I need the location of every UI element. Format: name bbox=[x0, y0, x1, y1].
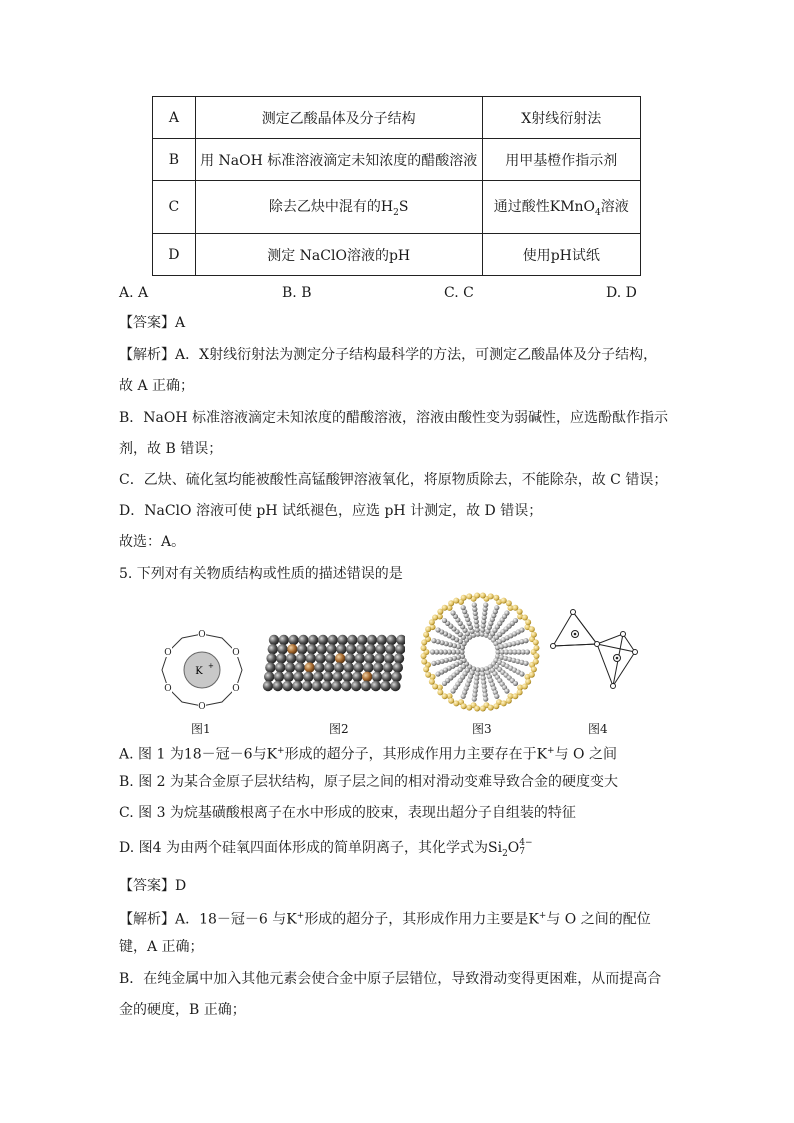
text: 溶液 bbox=[600, 199, 629, 216]
alloy-host-atom bbox=[344, 662, 354, 672]
alloy-host-atom bbox=[285, 662, 295, 672]
q5-option-c: C. 图 3 为烷基磺酸根离子在水中形成的胶束，表现出超分子自组装的特征 bbox=[119, 805, 576, 821]
micelle-chain-atom bbox=[461, 694, 466, 699]
micelle-head-atom bbox=[480, 592, 486, 598]
micelle-chain-atom bbox=[435, 671, 440, 676]
micelle-head-atom bbox=[501, 598, 507, 604]
micelle-head-atom bbox=[421, 653, 427, 659]
superscript: + bbox=[296, 911, 305, 921]
options-table bbox=[152, 96, 641, 276]
micelle-chain-atom bbox=[504, 688, 509, 693]
alloy-host-atom bbox=[357, 635, 367, 645]
micelle-head-atom bbox=[442, 605, 448, 611]
q5-stem: 5. 下列对有关物质结构或性质的描述错误的是 bbox=[119, 566, 403, 582]
alloy-host-atom bbox=[395, 644, 405, 654]
figure-1-label: 图1 bbox=[191, 722, 211, 736]
alloy-host-atom bbox=[385, 644, 395, 654]
text: 形成的超分子，其形成作用力主要是 bbox=[304, 911, 529, 928]
micelle-head-atom bbox=[423, 632, 429, 638]
alloy-host-atom bbox=[345, 653, 355, 663]
q5-analysis-line: 金的硬度，B 正确； bbox=[119, 1002, 246, 1018]
alloy-host-atom bbox=[286, 653, 296, 663]
q4-analysis-line: B．NaOH 标准溶液滴定未知浓度的醋酸溶液，溶液由酸性变为弱碱性，应选酚酞作指示 bbox=[119, 410, 669, 426]
alloy-host-atom bbox=[264, 672, 274, 682]
alloy-host-atom bbox=[384, 653, 394, 663]
alloy-host-atom bbox=[306, 653, 316, 663]
oxygen-atom-label: O bbox=[232, 684, 240, 694]
figure-1-crown-ether bbox=[152, 626, 252, 716]
row-label: D bbox=[153, 234, 196, 276]
micelle-head-atom bbox=[448, 698, 454, 704]
figure-2-alloy-layers bbox=[255, 632, 405, 694]
q4-analysis-line: C．乙炔、硫化氢均能被酸性高锰酸钾溶液氧化，将原物质除去，不能除杂，故 C 错误； bbox=[119, 472, 668, 488]
row-label: A bbox=[153, 97, 196, 139]
micelle-head-atom bbox=[421, 645, 427, 651]
micelle-head-atom bbox=[533, 653, 539, 659]
alloy-host-atom bbox=[298, 635, 308, 645]
micelle-chain-atom bbox=[430, 649, 435, 654]
alloy-host-atom bbox=[380, 681, 390, 691]
row-method: X射线衍射法 bbox=[482, 97, 640, 139]
subscript: 4 bbox=[595, 207, 601, 218]
table-row bbox=[153, 97, 641, 139]
micelle-head-atom bbox=[432, 615, 438, 621]
alloy-solute-atom bbox=[304, 662, 314, 672]
text: 测定 NaClO溶液的 bbox=[267, 247, 389, 264]
alloy-host-atom bbox=[375, 644, 385, 654]
q4-analysis-line: 故选：A。 bbox=[119, 534, 186, 550]
alloy-host-atom bbox=[336, 644, 346, 654]
alloy-host-atom bbox=[276, 653, 286, 663]
micelle-chain-atom bbox=[523, 638, 528, 643]
formula: pH bbox=[550, 247, 572, 264]
text: A. 图 1 为 bbox=[119, 746, 184, 763]
alloy-solute-atom bbox=[362, 672, 372, 682]
alloy-host-atom bbox=[372, 672, 382, 682]
text: 【解析】A．18－冠－6 与 bbox=[119, 911, 287, 928]
alloy-host-atom bbox=[341, 681, 351, 691]
micelle-head-atom bbox=[529, 626, 535, 632]
alloy-host-atom bbox=[296, 653, 306, 663]
q5-answer: 【答案】D bbox=[119, 878, 187, 894]
alloy-host-atom bbox=[265, 662, 275, 672]
alloy-host-atom bbox=[275, 662, 285, 672]
alloy-host-atom bbox=[314, 662, 324, 672]
alloy-host-atom bbox=[334, 662, 344, 672]
micelle-head-atom bbox=[453, 700, 459, 706]
micelle-head-atom bbox=[421, 639, 427, 645]
alloy-host-atom bbox=[386, 635, 396, 645]
micelle-chain-atom bbox=[461, 605, 466, 610]
alloy-host-atom bbox=[366, 644, 376, 654]
micelle-chain-atom bbox=[513, 681, 518, 686]
alloy-host-atom bbox=[346, 644, 356, 654]
alloy-host-atom bbox=[356, 644, 366, 654]
formula: S bbox=[398, 199, 409, 216]
figure-3-label: 图3 bbox=[472, 722, 492, 736]
micelle-head-atom bbox=[506, 600, 512, 606]
alloy-host-atom bbox=[374, 653, 384, 663]
alloy-host-atom bbox=[323, 672, 333, 682]
text: 通过酸性 bbox=[493, 199, 550, 216]
row-method bbox=[482, 234, 640, 276]
q5-analysis-line: B．在纯金属中加入其他元素会使合金中原子层错位，导致滑动变得更困难，从而提高合 bbox=[119, 971, 662, 987]
alloy-host-atom bbox=[268, 644, 278, 654]
oxygen-atom-label: O bbox=[232, 648, 240, 658]
formula: H bbox=[380, 199, 394, 216]
alloy-host-atom bbox=[342, 672, 352, 682]
micelle-head-atom bbox=[474, 706, 480, 712]
alloy-host-atom bbox=[312, 681, 322, 691]
table-row bbox=[153, 139, 641, 181]
micelle-head-atom bbox=[531, 666, 537, 672]
alloy-host-atom bbox=[263, 681, 273, 691]
micelle-chain-atom bbox=[450, 688, 455, 693]
q4-answer: 【答案】A bbox=[119, 315, 186, 331]
micelle-chain-atom bbox=[519, 671, 524, 676]
q4-analysis-line: 【解析】A．X射线衍射法为测定分子结构最科学的方法，可测定乙酸晶体及分子结构， bbox=[119, 347, 658, 363]
q5-option-b: B. 图 2 为某合金原子层状结构，原子层之间的相对滑动变难导致合金的硬度变大 bbox=[119, 774, 618, 790]
micelle-chain-atom bbox=[472, 602, 477, 607]
micelle-chain-atom bbox=[513, 618, 518, 623]
micelle-chain-atom bbox=[483, 602, 488, 607]
micelle-chain-atom bbox=[431, 661, 436, 666]
alloy-host-atom bbox=[367, 635, 377, 645]
alloy-host-atom bbox=[322, 681, 332, 691]
choice-b: B. B bbox=[282, 285, 312, 301]
micelle-head-atom bbox=[448, 600, 454, 606]
alloy-host-atom bbox=[353, 662, 363, 672]
q5-option-d bbox=[119, 838, 533, 864]
micelle-chain-atom bbox=[494, 694, 499, 699]
micelle-chain-atom bbox=[435, 627, 440, 632]
micelle-head-atom bbox=[474, 592, 480, 598]
text: 形成的超分子，其形成作用力主要存在于 bbox=[284, 746, 537, 763]
alloy-host-atom bbox=[337, 635, 347, 645]
micelle-head-atom bbox=[461, 595, 467, 601]
alloy-host-atom bbox=[324, 662, 334, 672]
micelle-head-atom bbox=[466, 705, 472, 711]
alloy-host-atom bbox=[266, 653, 276, 663]
micelle-head-atom bbox=[517, 609, 523, 615]
alloy-solute-atom bbox=[335, 653, 345, 663]
oxygen-atom-label: O bbox=[164, 648, 172, 658]
alloy-host-atom bbox=[293, 672, 303, 682]
alloy-host-atom bbox=[302, 681, 312, 691]
alloy-host-atom bbox=[352, 672, 362, 682]
alloy-host-atom bbox=[277, 644, 287, 654]
micelle-head-atom bbox=[453, 598, 459, 604]
q5-analysis-line bbox=[119, 906, 651, 930]
text: 与 O 之间 bbox=[554, 746, 617, 763]
text: 使用 bbox=[522, 247, 551, 264]
choice-a: A. A bbox=[119, 285, 149, 301]
micelle-head-atom bbox=[531, 632, 537, 638]
superscript: + bbox=[277, 746, 285, 756]
row-method bbox=[482, 181, 640, 234]
formula: O bbox=[507, 840, 520, 856]
oxygen-atom-label: O bbox=[164, 684, 172, 694]
row-method: 用甲基橙作指示剂 bbox=[482, 139, 640, 181]
row-label: C bbox=[153, 181, 196, 234]
q5-analysis-line: 键，A 正确； bbox=[119, 939, 204, 955]
alloy-host-atom bbox=[373, 662, 383, 672]
text: D. 图4 为由两个硅氧四面体形成的简单阴离子，其化学式为 bbox=[119, 840, 488, 856]
oxygen-atom-label: O bbox=[198, 630, 206, 640]
alloy-host-atom bbox=[292, 681, 302, 691]
alloy-host-atom bbox=[364, 653, 374, 663]
micelle-head-atom bbox=[533, 645, 539, 651]
alloy-host-atom bbox=[269, 635, 279, 645]
alloy-host-atom bbox=[297, 644, 307, 654]
table-row bbox=[153, 234, 641, 276]
micelle-head-atom bbox=[425, 672, 431, 678]
micelle-chain-atom bbox=[450, 610, 455, 615]
text: 与 bbox=[252, 746, 267, 763]
micelle-head-atom bbox=[493, 703, 499, 709]
formula: K bbox=[528, 911, 539, 928]
alloy-host-atom bbox=[307, 644, 317, 654]
alloy-host-atom bbox=[390, 681, 400, 691]
micelle-chain-atom bbox=[483, 696, 488, 701]
micelle-head-atom bbox=[429, 679, 435, 685]
alloy-host-atom bbox=[284, 672, 294, 682]
micelle-core bbox=[467, 639, 493, 665]
alloy-host-atom bbox=[318, 635, 328, 645]
figure-2-label: 图2 bbox=[329, 722, 349, 736]
micelle-chain-atom bbox=[442, 681, 447, 686]
figure-3-micelle bbox=[418, 590, 543, 715]
alloy-host-atom bbox=[393, 662, 403, 672]
superscript: 4− bbox=[519, 838, 533, 848]
text: 18－冠－6 bbox=[183, 746, 253, 763]
formula: KMnO bbox=[549, 199, 596, 216]
choice-d: D. D bbox=[606, 285, 637, 301]
micelle-head-atom bbox=[533, 639, 539, 645]
alloy-host-atom bbox=[295, 662, 305, 672]
alloy-host-atom bbox=[325, 653, 335, 663]
alloy-host-atom bbox=[303, 672, 313, 682]
alloy-host-atom bbox=[333, 672, 343, 682]
charge-stack bbox=[519, 839, 532, 857]
micelle-head-atom bbox=[501, 700, 507, 706]
alloy-host-atom bbox=[396, 635, 405, 645]
formula: pH bbox=[388, 247, 411, 264]
alloy-host-atom bbox=[371, 681, 381, 691]
subscript: 2 bbox=[393, 207, 399, 218]
superscript: + bbox=[547, 746, 555, 756]
micelle-chain-atom bbox=[504, 610, 509, 615]
alloy-host-atom bbox=[274, 672, 284, 682]
alloy-host-atom bbox=[363, 662, 373, 672]
micelle-head-atom bbox=[522, 683, 528, 689]
micelle-head-atom bbox=[421, 659, 427, 665]
alloy-host-atom bbox=[347, 635, 357, 645]
alloy-host-atom bbox=[394, 653, 404, 663]
oxygen-atom-label: O bbox=[198, 702, 206, 712]
alloy-host-atom bbox=[288, 635, 298, 645]
micelle-head-atom bbox=[466, 593, 472, 599]
figure-4-label: 图4 bbox=[588, 722, 608, 736]
row-operation: 用 NaOH 标准溶液滴定未知浓度的醋酸溶液 bbox=[195, 139, 482, 181]
alloy-host-atom bbox=[273, 681, 283, 691]
alloy-host-atom bbox=[331, 681, 341, 691]
q4-analysis-line: 故 A 正确； bbox=[119, 378, 195, 394]
formula: K bbox=[536, 746, 548, 763]
alloy-host-atom bbox=[315, 653, 325, 663]
subscript: 2 bbox=[502, 848, 508, 859]
micelle-head-atom bbox=[506, 698, 512, 704]
potassium-ion-label: K bbox=[195, 666, 203, 677]
micelle-chain-atom bbox=[442, 618, 447, 623]
micelle-head-atom bbox=[493, 595, 499, 601]
table-row bbox=[153, 181, 641, 234]
row-label: B bbox=[153, 139, 196, 181]
micelle-head-atom bbox=[480, 706, 486, 712]
micelle-chain-atom bbox=[519, 627, 524, 632]
figure-4-silicate-tetrahedra bbox=[545, 606, 645, 692]
choice-c: C. C bbox=[444, 285, 474, 301]
alloy-host-atom bbox=[326, 644, 336, 654]
q4-analysis-line: 剂，故 B 错误； bbox=[119, 441, 223, 457]
micelle-head-atom bbox=[423, 666, 429, 672]
formula: K bbox=[266, 746, 278, 763]
micelle-head-atom bbox=[529, 672, 535, 678]
alloy-host-atom bbox=[382, 672, 392, 682]
micelle-head-atom bbox=[488, 593, 494, 599]
alloy-host-atom bbox=[328, 635, 338, 645]
micelle-head-atom bbox=[425, 626, 431, 632]
text: 试纸 bbox=[571, 247, 600, 264]
micelle-head-atom bbox=[525, 619, 531, 625]
micelle-head-atom bbox=[533, 659, 539, 665]
alloy-host-atom bbox=[377, 635, 387, 645]
superscript: + bbox=[538, 911, 547, 921]
micelle-chain-atom bbox=[431, 638, 436, 643]
text: 除去乙炔中混有的 bbox=[268, 199, 381, 216]
alloy-host-atom bbox=[279, 635, 289, 645]
micelle-head-atom bbox=[488, 705, 494, 711]
formula: Si bbox=[487, 840, 503, 856]
alloy-solute-atom bbox=[287, 644, 297, 654]
q5-option-a bbox=[119, 741, 617, 765]
row-operation: 测定乙酸晶体及分子结构 bbox=[195, 97, 482, 139]
alloy-host-atom bbox=[355, 653, 365, 663]
q4-analysis-line: D．NaClO 溶液可使 pH 试纸褪色，应选 pH 计测定，故 D 错误； bbox=[119, 503, 543, 519]
row-operation bbox=[195, 234, 482, 276]
text: 与 O 之间的配位 bbox=[546, 911, 651, 928]
formula: K bbox=[286, 911, 297, 928]
potassium-ion-charge: + bbox=[208, 662, 214, 670]
alloy-host-atom bbox=[361, 681, 371, 691]
micelle-head-atom bbox=[437, 689, 443, 695]
micelle-head-atom bbox=[512, 693, 518, 699]
row-operation bbox=[195, 181, 482, 234]
alloy-host-atom bbox=[313, 672, 323, 682]
subscript: 7 bbox=[519, 847, 526, 857]
alloy-host-atom bbox=[391, 672, 401, 682]
alloy-host-atom bbox=[383, 662, 393, 672]
alloy-host-atom bbox=[308, 635, 318, 645]
alloy-host-atom bbox=[351, 681, 361, 691]
micelle-chain-atom bbox=[523, 661, 528, 666]
micelle-chain-atom bbox=[525, 649, 530, 654]
micelle-chain-atom bbox=[494, 605, 499, 610]
alloy-host-atom bbox=[317, 644, 327, 654]
alloy-host-atom bbox=[282, 681, 292, 691]
micelle-head-atom bbox=[461, 703, 467, 709]
micelle-chain-atom bbox=[472, 696, 477, 701]
